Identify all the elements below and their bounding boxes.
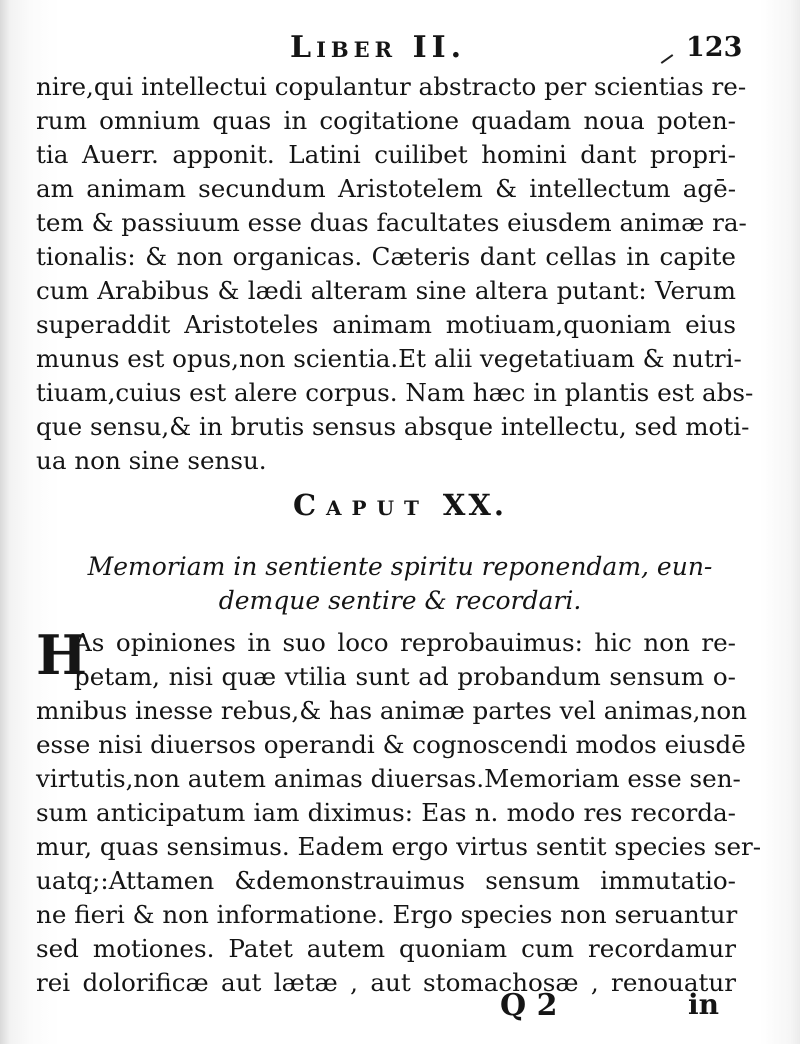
text-line: superaddit Aristoteles animam motiuam,quoniam eius (36, 310, 736, 339)
text-line: tia Auerr. apponit. Latini cuilibet homini dant propri- (36, 140, 736, 169)
text-line: sum anticipatum iam diximus: Eas n. modo res recorda- (36, 798, 736, 827)
text-line: ua non sine sensu. (36, 446, 267, 475)
page-footer (0, 988, 800, 1028)
text-line: As opiniones in suo loco reprobauimus: hic non re- (74, 628, 736, 657)
text-line: ne fieri & non informatione. Ergo species non seruantur (36, 900, 738, 929)
text-line: virtutis,non autem animas diuersas.Memoriam esse sen- (36, 764, 741, 793)
text-line: esse nisi diuersos operandi & cognoscendi modos eiusdē (36, 730, 746, 759)
signature-mark: Q 2 (500, 988, 558, 1023)
text-line: rum omnium quas in cogitatione quadam noua poten- (36, 106, 736, 135)
text-line: tiuam,cuius est alere corpus. Nam hæc in plantis est abs- (36, 378, 754, 407)
ink-mark (661, 54, 674, 64)
page-number: 123 (686, 32, 743, 63)
text-line: cum Arabibus & lædi alteram sine altera putant: Verum (36, 276, 736, 305)
text-line: uatq;:Attamen &demonstrauimus sensum immutatio- (36, 866, 736, 895)
chapter-body (36, 623, 762, 1000)
text-line: nire,qui intellectui copulantur abstracto per scientias re- (36, 72, 747, 101)
text-line: sed motiones. Patet autem quoniam cum recordamur (36, 934, 736, 963)
drop-cap: H (36, 623, 88, 687)
text-line: tem & passiuum esse duas facultates eiusdem animæ ra- (36, 208, 747, 237)
text-line: que sensu,& in brutis sensus absque intellectu, sed moti- (36, 412, 750, 441)
subtitle-line: Memoriam in sentiente spiritu reponendam, eun- (87, 552, 713, 581)
text-line: rei dolorificæ aut lætæ , aut stomachosæ , renouatur (36, 968, 736, 997)
catchword: in (688, 988, 719, 1021)
text-line: petam, nisi quæ vtilia sunt ad probandum sensum o- (74, 662, 736, 691)
text-line: am animam secundum Aristotelem & intellectum agē- (36, 174, 736, 203)
chapter-subtitle (80, 550, 720, 618)
text-line: tionalis: & non organicas. Cæteris dant cellas in capite (36, 242, 736, 271)
text-line: mnibus inesse rebus,& has animæ partes vel animas,non (36, 696, 747, 725)
text-line: munus est opus,non scientia.Et alii vegetatiuam & nutri- (36, 344, 742, 373)
running-head (0, 30, 800, 70)
chapter-label: Caput (292, 488, 429, 522)
chapter-number: XX. (442, 488, 508, 522)
subtitle-line: demque sentire & recordari. (218, 586, 582, 615)
body-paragraph (36, 70, 754, 478)
chapter-heading (0, 488, 800, 522)
running-title: Liber II. (290, 30, 467, 65)
text-line: mur, quas sensimus. Eadem ergo virtus sentit species ser- (36, 832, 762, 861)
